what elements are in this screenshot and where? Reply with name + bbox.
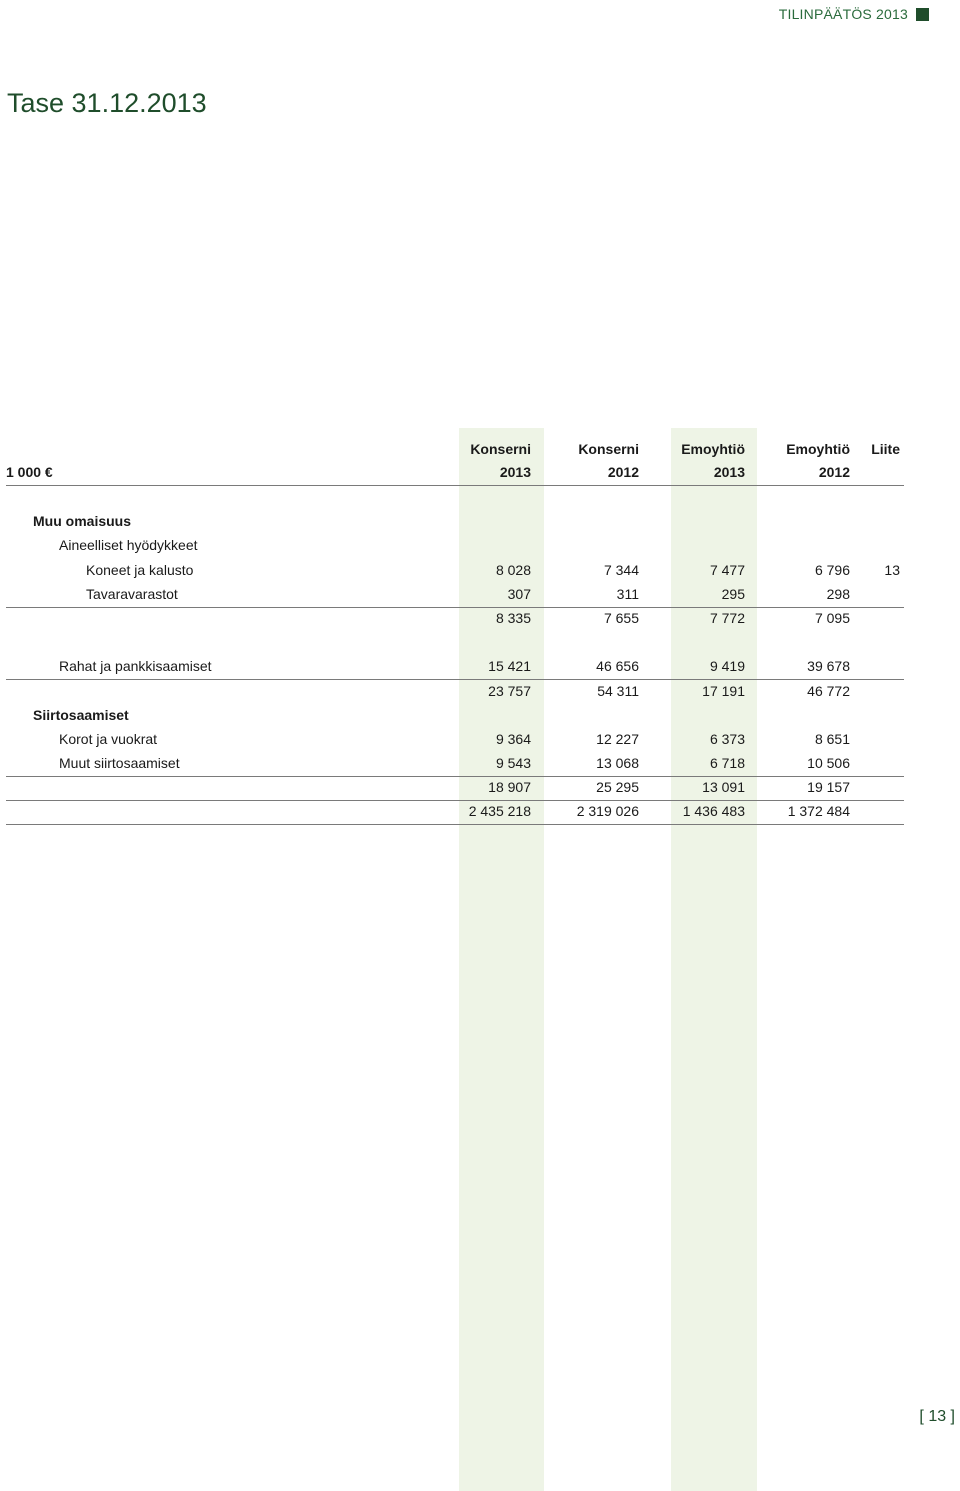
table-row-subheading	[6, 534, 904, 558]
table-row	[6, 752, 904, 777]
cell-value: 8 651	[814, 731, 850, 747]
cell-value: 7 344	[603, 562, 639, 578]
cell-value: 7 095	[814, 610, 850, 626]
table-row-total	[6, 800, 904, 825]
table-row	[6, 728, 904, 752]
cell-value: 298	[826, 586, 850, 602]
column-name: Emoyhtiö	[786, 441, 850, 457]
cell-value: 2 435 218	[468, 803, 531, 819]
column-name-row	[6, 438, 904, 462]
row-label: Aineelliset hyödykkeet	[59, 537, 198, 553]
cell-value: 307	[507, 586, 531, 602]
cell-value: 39 678	[807, 658, 850, 674]
note-reference: 13	[884, 562, 900, 578]
cell-value: 7 477	[709, 562, 745, 578]
cell-value: 46 772	[807, 683, 850, 699]
cell-value: 6 373	[709, 731, 745, 747]
row-label: Muu omaisuus	[33, 513, 132, 529]
table-row	[6, 583, 904, 608]
cell-value: 1 436 483	[682, 803, 745, 819]
cell-value: 15 421	[488, 658, 531, 674]
column-year: 2012	[607, 464, 639, 480]
column-name: Konserni	[470, 441, 531, 457]
cell-value: 46 656	[596, 658, 639, 674]
column-year-row	[6, 461, 904, 486]
cell-value: 13 091	[702, 779, 745, 795]
cell-value: 23 757	[488, 683, 531, 699]
table-row-subtotal	[6, 607, 904, 631]
column-year: 2012	[818, 464, 850, 480]
page-number: [ 13 ]	[919, 1408, 955, 1425]
table-row	[6, 655, 904, 680]
row-label: Rahat ja pankkisaamiset	[59, 658, 212, 674]
cell-value: 2 319 026	[576, 803, 639, 819]
cell-value: 10 506	[807, 755, 850, 771]
row-label: Muut siirtosaamiset	[59, 755, 180, 771]
row-label: Siirtosaamiset	[33, 707, 129, 723]
report-header-label: TILINPÄÄTÖS 2013	[778, 6, 908, 22]
table-row-subtotal	[6, 680, 904, 704]
table-row-section-heading	[6, 704, 904, 728]
cell-value: 25 295	[596, 779, 639, 795]
cell-value: 9 419	[709, 658, 745, 674]
cell-value: 1 372 484	[787, 803, 850, 819]
column-year: 2013	[499, 464, 531, 480]
cell-value: 7 655	[603, 610, 639, 626]
cell-value: 8 335	[495, 610, 531, 626]
column-name-note: Liite	[871, 441, 900, 457]
column-name: Emoyhtiö	[681, 441, 745, 457]
cell-value: 54 311	[597, 683, 639, 699]
row-label: Koneet ja kalusto	[86, 562, 194, 578]
cell-value: 9 364	[495, 731, 531, 747]
cell-value: 311	[616, 586, 639, 602]
page-title: Tase 31.12.2013	[7, 88, 207, 118]
column-year: 2013	[713, 464, 745, 480]
cell-value: 18 907	[488, 779, 531, 795]
cell-value: 6 796	[814, 562, 850, 578]
cell-value: 12 227	[596, 731, 639, 747]
cell-value: 19 157	[807, 779, 850, 795]
table-row-subtotal	[6, 776, 904, 801]
cell-value: 8 028	[495, 562, 531, 578]
cell-value: 6 718	[709, 755, 745, 771]
unit-label: 1 000 €	[6, 464, 53, 480]
cell-value: 9 543	[495, 755, 531, 771]
row-label: Korot ja vuokrat	[59, 731, 158, 747]
table-row	[6, 559, 904, 583]
cell-value: 13 068	[596, 755, 639, 771]
row-label: Tavaravarastot	[86, 586, 178, 602]
cell-value: 17 191	[702, 683, 745, 699]
cell-value: 295	[721, 586, 745, 602]
table-row-section-heading	[6, 510, 904, 534]
column-name: Konserni	[578, 441, 639, 457]
cell-value: 7 772	[709, 610, 745, 626]
